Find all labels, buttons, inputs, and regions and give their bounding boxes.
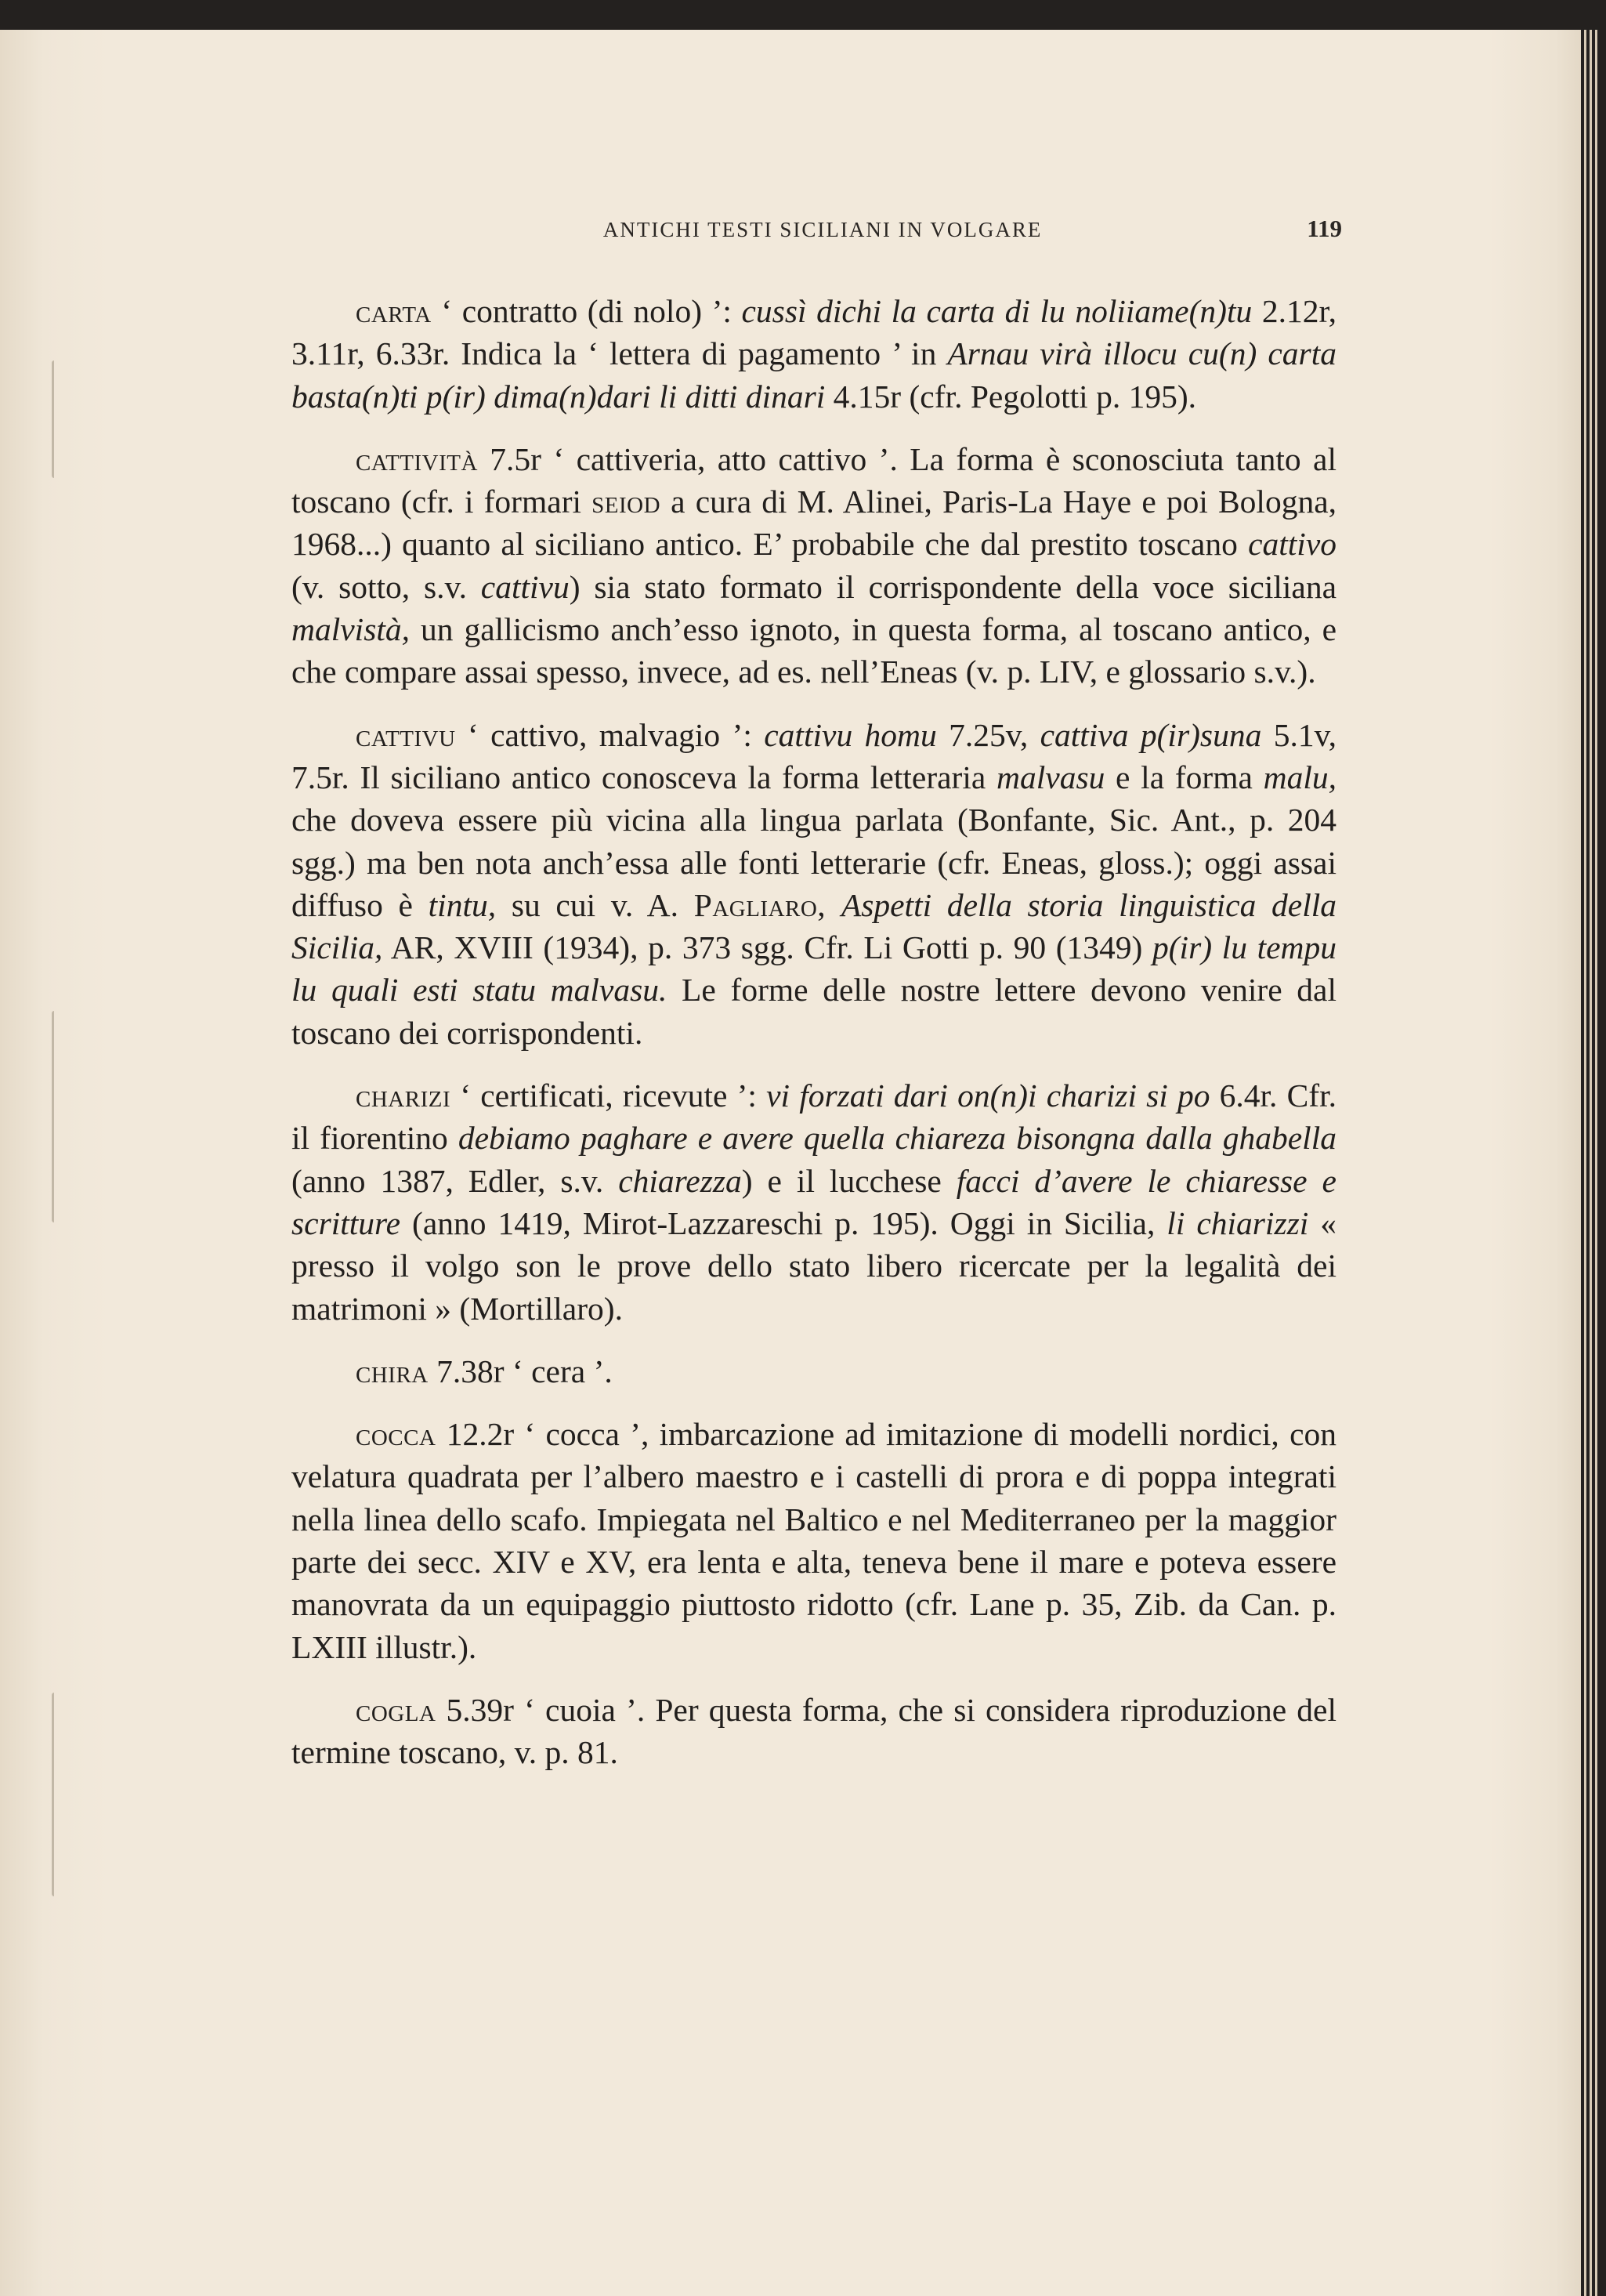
small-caps-text: Pagliaro, (693, 886, 827, 923)
italic-citation: cattivo (1248, 526, 1337, 563)
glossary-entry (291, 1689, 1337, 1774)
entry-text: e la forma (1105, 759, 1264, 795)
entry-text: che doveva essere più vicina alla lingua parlata (Bonfante, Sic. Ant., p. 204 sgg.) ma ben nota anch’essa alle fonti letterarie (cfr. Eneas, gloss.); oggi assai diffuso è (291, 802, 1337, 923)
italic-citation: li chiarizzi (1167, 1204, 1309, 1241)
running-title: ANTICHI TESTI SICILIANI IN VOLGARE (602, 218, 1043, 241)
entry-text: ‘ cattivo, malvagio ’: (455, 716, 765, 753)
entry-text: 12.2r ‘ cocca ’, imbarcazione ad imitazione di modelli nordici, con velatura quadrata per l’albero maestro e i castelli di prora e di poppa integrati nella linea dello scafo. Impiegata nel Baltico e nel Mediterraneo per la maggior parte dei secc. XIV e XV, era lenta e alta, teneva bene il mare e poteva essere manovrata da un equipaggio piuttosto ridotto (cfr. Lane p. 35, Zib. da Can. p. LXIII illustr.). (291, 1416, 1337, 1665)
glossary-entry (291, 438, 1337, 694)
entry-headword: chira (356, 1353, 429, 1389)
entry-text: su cui v. A. (496, 886, 694, 923)
entry-headword: charizi (356, 1077, 451, 1114)
page-number: 119 (1307, 215, 1342, 242)
entry-text: « presso il volgo son le prove dello stato libero ricercate per la legalità dei matrimoni » (Mortillaro). (291, 1204, 1337, 1327)
italic-citation: p(ir) lu tempu lu quali esti statu malvasu. (291, 929, 1337, 1009)
italic-citation: vi forzati dari on(n)i charizi si po (766, 1077, 1210, 1114)
italic-citation: cussì dichi la carta di lu noliiame(n)tu (741, 293, 1253, 329)
entry-headword: cogla (356, 1691, 436, 1728)
italic-citation: facci d’avere le chiaresse e scritture (291, 1162, 1337, 1241)
italic-citation: Aspetti della storia linguistica della Sicilia, (291, 886, 1337, 966)
page-edge (1590, 30, 1592, 2296)
glossary-entry (291, 290, 1337, 418)
entry-headword: carta (356, 293, 432, 329)
entry-text: 7.5r ‘ cattiveria, atto cattivo ’. La forma è sconosciuta tanto al toscano (cfr. i formari (291, 440, 1337, 520)
entry-text: 5.1v, 7.5r. Il siciliano antico conosceva la forma letteraria (291, 716, 1337, 795)
italic-citation: malu, (1263, 759, 1337, 795)
page-edge (1595, 30, 1597, 2296)
entry-text: a cura di M. Alinei, Paris-La Haye e poi Bologna, 1968...) quanto al siciliano antico. E’ probabile che dal prestito toscano (291, 483, 1337, 563)
italic-citation: malvasu (997, 759, 1105, 795)
entry-text: ) e il lucchese (741, 1162, 957, 1199)
entry-text: 5.39r ‘ cuoia ’. Per questa forma, che si considera riproduzione del termine toscano, v. p. 81. (291, 1691, 1337, 1771)
entry-text (826, 887, 841, 923)
entry-headword: cocca (356, 1416, 436, 1453)
entry-text: un gallicismo anch’esso ignoto, in questa forma, al toscano antico, e che compare assai spesso, invece, ad es. nell’Eneas (v. p. LIV, e glossario s.v.). (291, 611, 1337, 690)
italic-citation: debiamo paghare e avere quella chiareza bisongna dalla ghabella (458, 1120, 1337, 1157)
italic-citation: cattivu homu (764, 716, 937, 753)
entry-text: AR, XVIII (1934), p. 373 sgg. Cfr. Li Gotti p. 90 (1349) (382, 929, 1152, 966)
entry-headword: cattivu (356, 716, 456, 753)
binding-mark (52, 1011, 59, 1222)
entry-text: 7.25v, (936, 716, 1040, 753)
italic-citation: Arnau virà illocu cu(n) carta basta(n)ti p(ir) dima(n)dari li ditti dinari (291, 335, 1337, 415)
italic-citation: tintu, (428, 886, 497, 923)
italic-citation: chiarezza (618, 1162, 742, 1199)
entry-text: (anno 1419, Mirot-Lazzareschi p. 195). Oggi in Sicilia, (400, 1204, 1167, 1241)
glossary-entry (291, 1074, 1337, 1330)
entry-text: 4.15r (cfr. Pegolotti p. 195). (825, 378, 1197, 415)
small-caps-text: seiod (591, 483, 661, 520)
binding-mark (52, 1693, 59, 1896)
glossary-text (291, 290, 1337, 1794)
entry-text: (anno 1387, Edler, s.v. (291, 1162, 619, 1199)
entry-text: ‘ contratto (di nolo) ’: (431, 293, 742, 329)
page-edge (1584, 30, 1586, 2296)
binding-mark (52, 360, 59, 478)
entry-text: 2.12r, 3.11r, 6.33r. Indica la ‘ lettera di pagamento ’ in (291, 293, 1337, 372)
glossary-entry (291, 714, 1337, 1054)
glossary-entry (291, 1350, 1337, 1392)
italic-citation: cattiva p(ir)suna (1040, 716, 1262, 753)
italic-citation: malvistà, (291, 611, 411, 648)
running-header (291, 215, 1342, 243)
italic-citation: cattivu (480, 568, 570, 605)
entry-text: 7.38r ‘ cera ’. (428, 1353, 613, 1389)
glossary-entry (291, 1413, 1337, 1668)
entry-text: ‘ certificati, ricevute ’: (450, 1077, 767, 1114)
entry-text: Le forme delle nostre lettere devono venire dal toscano dei corrispondenti. (291, 972, 1337, 1051)
entry-text: ) sia stato formato il corrispondente della voce siciliana (569, 568, 1337, 605)
entry-text: (v. sotto, s.v. (291, 568, 481, 605)
entry-headword: cattività (356, 440, 478, 477)
entry-text: 6.4r. Cfr. il fiorentino (291, 1077, 1337, 1157)
